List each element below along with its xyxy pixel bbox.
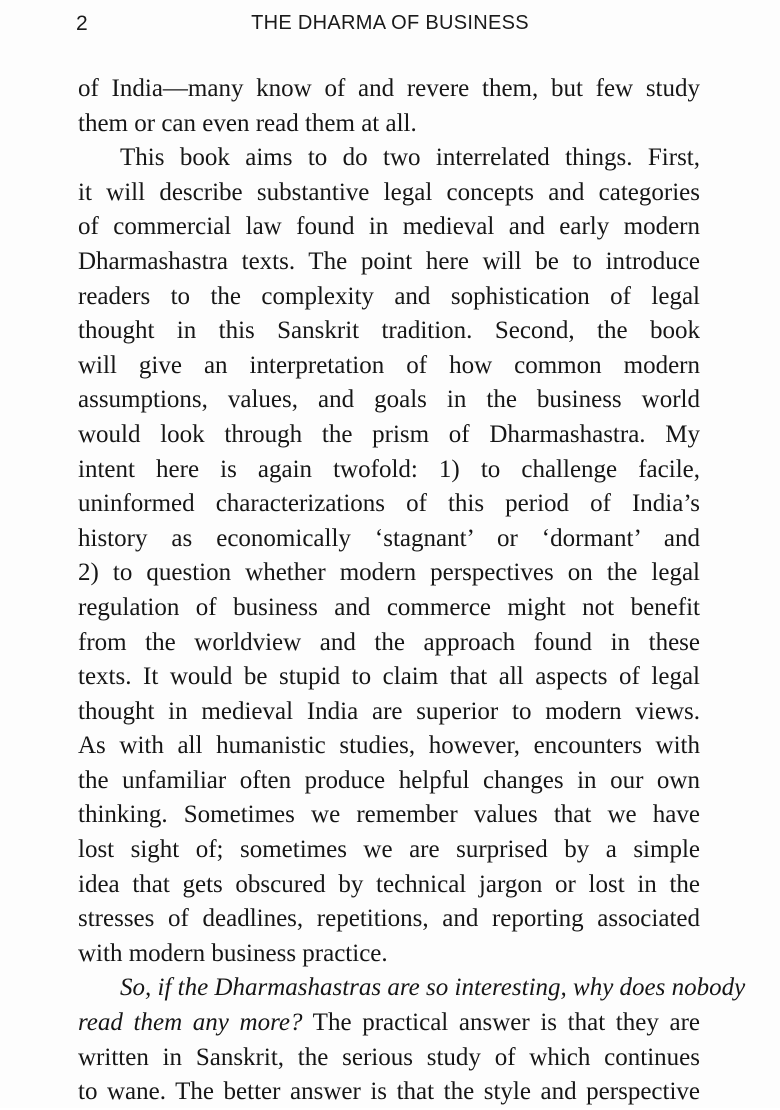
text-run: The practical answer is that they are [302,1009,700,1037]
text-line: thinking. Sometimes we remember values that we have [78,801,700,829]
text-line: texts. It would be stupid to claim that all aspects of legal [78,663,700,691]
text-line: As with all humanistic studies, however, encounters with [78,732,700,760]
text-line: stresses of deadlines, repetitions, and reporting associated [78,905,700,933]
text-line: history as economically ‘stagnant’ or ‘dormant’ and [78,524,700,552]
text-line: idea that gets obscured by technical jargon or lost in the [78,870,700,898]
text-line: from the worldview and the approach found in these [78,628,700,656]
text-line: 2) to question whether modern perspectives on the legal [78,559,700,587]
text-line: will give an interpretation of how common modern [78,351,700,379]
text-line: assumptions, values, and goals in the business world [78,386,700,414]
paragraph-start-line [78,971,746,1006]
text-line: with modern business practice. [78,939,388,967]
text-line [78,1006,700,1041]
text-line: thought in medieval India are superior to modern views. [78,697,700,725]
body-text [78,72,746,1110]
text-line: uninformed characterizations of this period of India’s [78,490,700,518]
italic-question: So, if the Dharmashastras are so interesting, why does nobody [120,974,746,1002]
text-line: the unfamiliar often produce helpful changes in our own [78,766,700,794]
text-line: written in Sanskrit, the serious study of which continues [78,1043,700,1071]
text-line: intent here is again twofold: 1) to challenge facile, [78,455,700,483]
text-line: of commercial law found in medieval and early modern [78,213,700,241]
italic-question-end: read them any more? [78,1009,303,1037]
text-line: to wane. The better answer is that the style and perspective [78,1078,700,1106]
text-line: Dharmashastra texts. The point here will be to introduce [78,247,700,275]
text-line: thought in this Sanskrit tradition. Second, the book [78,317,700,345]
text-line: of India—many know of and revere them, but few study [78,75,700,102]
text-line: regulation of business and commerce might not benefit [78,593,700,621]
text-line: lost sight of; sometimes we are surprised by a simple [78,836,700,864]
text-line: them or can even read them at all. [78,109,417,137]
running-head: THE DHARMA OF BUSINESS [251,12,529,34]
text-line: it will describe substantive legal concepts and categories [78,178,700,206]
text-line: would look through the prism of Dharmashastra. My [78,420,700,448]
page-number: 2 [76,12,88,35]
text-line: readers to the complexity and sophistication of legal [78,282,700,310]
paragraph-start-line: This book aims to do two interrelated things. First, [120,144,700,172]
